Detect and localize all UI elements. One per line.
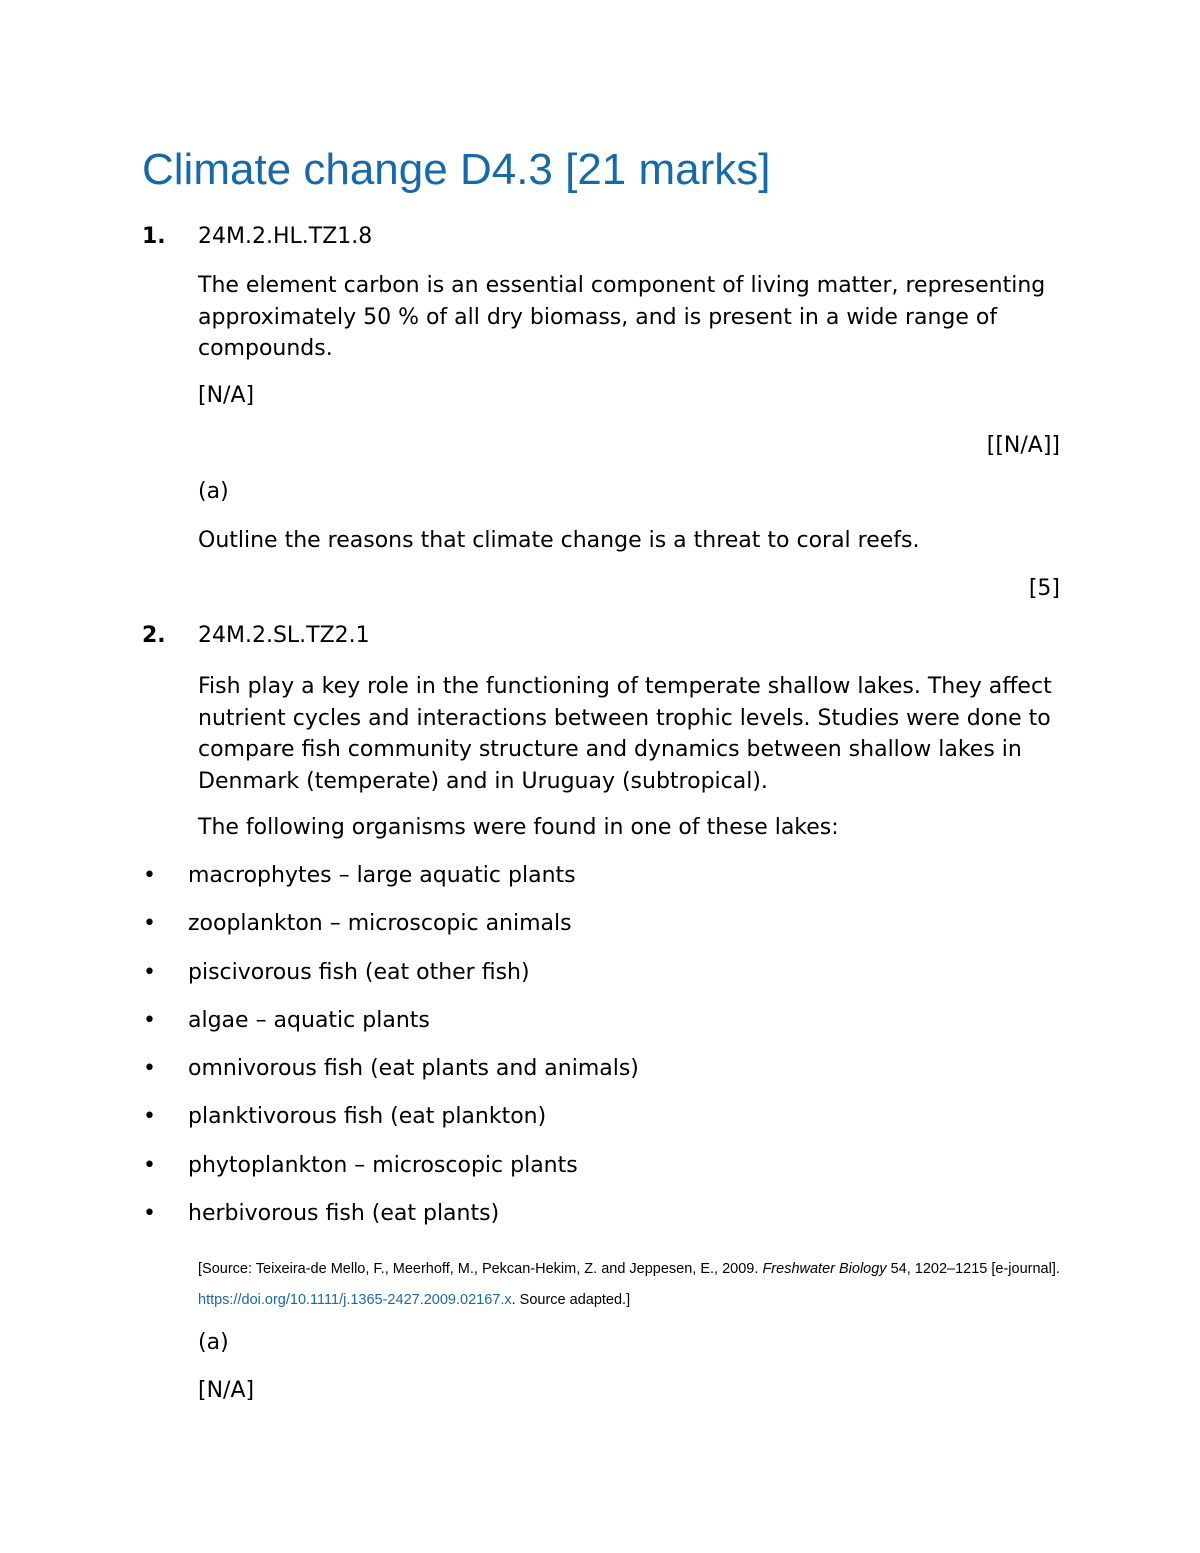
bullet-icon: • bbox=[143, 1056, 156, 1082]
list-item-text: planktivorous fish (eat plankton) bbox=[188, 1104, 547, 1130]
list-item-text: piscivorous fish (eat other fish) bbox=[188, 959, 530, 985]
bullet-icon: • bbox=[143, 1007, 156, 1033]
source-citation bbox=[198, 1254, 1068, 1316]
list-item-text: phytoplankton – microscopic plants bbox=[188, 1152, 578, 1178]
question-1-code: 24M.2.HL.TZ1.8 bbox=[198, 224, 373, 249]
list-item-text: zooplankton – microscopic animals bbox=[188, 911, 572, 937]
source-doi-link[interactable]: https://doi.org/10.1111/j.1365-2427.2009.02167.x bbox=[198, 1292, 512, 1308]
source-journal: Freshwater Biology bbox=[762, 1261, 887, 1277]
page-title: Climate change D4.3 [21 marks] bbox=[142, 145, 771, 194]
source-prefix: [Source: Teixeira-de Mello, F., Meerhoff, M., Pekcan-Hekim, Z. and Jeppesen, E., 2009. bbox=[198, 1261, 763, 1277]
question-1-part-marks: [5] bbox=[1028, 576, 1060, 601]
question-2-stem: Fish play a key role in the functioning of temperate shallow lakes. They affect nutrient cycles and interactions between trophic levels. Studies were done to compare fish community structure and dynamics between shallow lakes in Denmark (temperate) and in Uruguay (subtropical). bbox=[198, 674, 1052, 794]
bullet-icon: • bbox=[143, 1201, 156, 1227]
question-1-stem: The element carbon is an essential component of living matter, representing approximately 50 % of all dry biomass, and is present in a wide range of compounds. bbox=[198, 273, 1046, 361]
question-2-code: 24M.2.SL.TZ2.1 bbox=[198, 623, 370, 648]
question-1-part-label: (a) bbox=[198, 479, 229, 504]
source-details: 54, 1202–1215 [e-journal]. bbox=[886, 1261, 1060, 1277]
question-1-number: 1. bbox=[142, 224, 166, 249]
bullet-icon: • bbox=[143, 863, 156, 888]
bullet-icon: • bbox=[143, 1104, 156, 1130]
list-item-text: algae – aquatic plants bbox=[188, 1007, 430, 1033]
question-2-part-label: (a) bbox=[198, 1330, 229, 1355]
question-2-intro: The following organisms were found in one of these lakes: bbox=[198, 815, 839, 840]
question-1-na-marks: [[N/A]] bbox=[986, 433, 1060, 458]
bullet-icon: • bbox=[143, 911, 156, 937]
source-suffix: . Source adapted.] bbox=[511, 1292, 631, 1308]
bullet-icon: • bbox=[143, 959, 156, 985]
list-item-text: macrophytes – large aquatic plants bbox=[188, 863, 576, 888]
question-2-number: 2. bbox=[142, 623, 166, 648]
list-item-text: herbivorous fish (eat plants) bbox=[188, 1201, 500, 1227]
question-2-na: [N/A] bbox=[198, 1378, 255, 1403]
question-1-part-text: Outline the reasons that climate change is a threat to coral reefs. bbox=[198, 528, 920, 553]
bullet-icon: • bbox=[143, 1152, 156, 1178]
question-1-na: [N/A] bbox=[198, 383, 255, 408]
list-item-text: omnivorous fish (eat plants and animals) bbox=[188, 1056, 639, 1082]
